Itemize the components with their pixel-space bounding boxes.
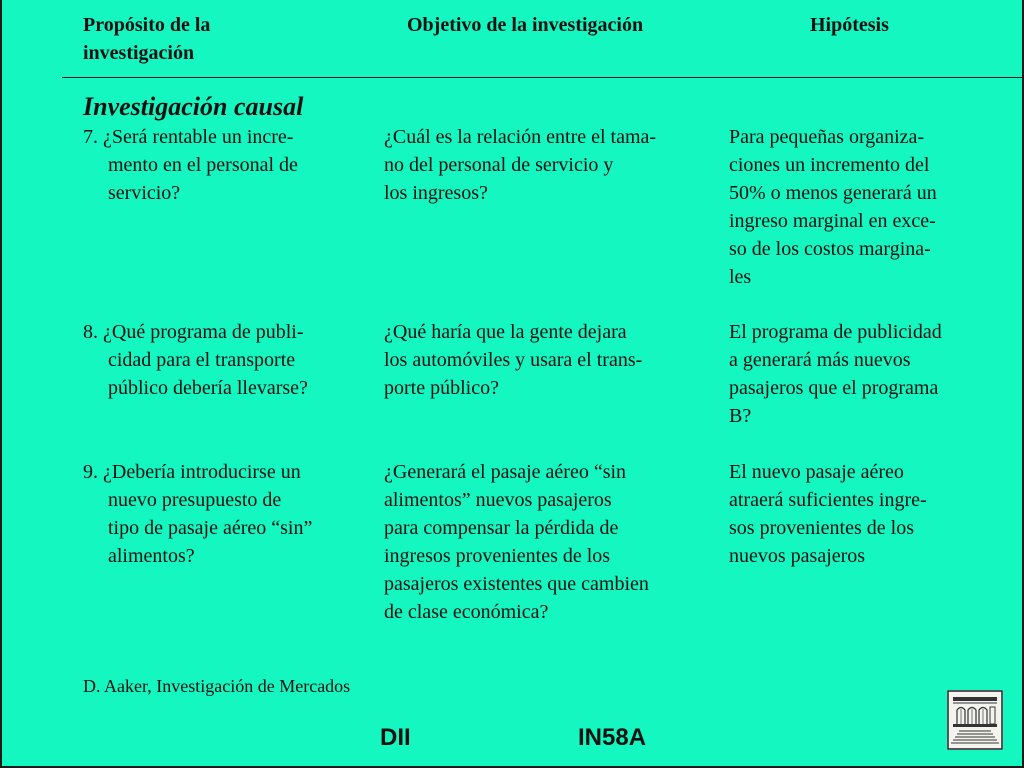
text-line: los ingresos? bbox=[384, 182, 488, 204]
text-line: cidad para el transporte bbox=[108, 349, 296, 371]
text-line: ¿Generará el pasaje aéreo “sin bbox=[384, 461, 627, 483]
text-line: ¿Cuál es la relación entre el tama- bbox=[384, 126, 657, 148]
header-divider bbox=[62, 77, 1024, 78]
row-9-objective bbox=[384, 458, 649, 626]
header-objective: Objetivo de la investigación bbox=[407, 14, 644, 36]
text-line: público debería llevarse? bbox=[108, 377, 308, 399]
text-line: de clase económica? bbox=[384, 601, 549, 623]
header-purpose-line: Propósito de la bbox=[83, 14, 211, 36]
row-9-purpose bbox=[83, 458, 312, 570]
row-7-objective bbox=[384, 123, 656, 207]
header-purpose-line: investigación bbox=[83, 42, 195, 64]
text-line: para compensar la pérdida de bbox=[384, 517, 619, 539]
footer-department: DII bbox=[380, 724, 411, 751]
source-citation: D. Aaker, Investigación de Mercados bbox=[83, 676, 351, 696]
row-7-purpose bbox=[83, 123, 298, 207]
text-line: mento en el personal de bbox=[108, 154, 298, 176]
text-line: alimentos? bbox=[108, 545, 195, 567]
text-line: 8. ¿Qué programa de publi- bbox=[83, 321, 304, 343]
text-line: a generará más nuevos bbox=[729, 349, 911, 371]
row-8-objective bbox=[384, 318, 642, 402]
building-logo-icon bbox=[947, 690, 1003, 750]
text-line: nuevo presupuesto de bbox=[108, 489, 282, 511]
text-line: les bbox=[729, 266, 752, 288]
text-line: tipo de pasaje aéreo “sin” bbox=[108, 517, 313, 539]
text-line: ingreso marginal en exce- bbox=[729, 210, 936, 232]
text-line: ingresos provenientes de los bbox=[384, 545, 611, 567]
text-line: los automóviles y usara el trans- bbox=[384, 349, 643, 371]
header-purpose bbox=[83, 11, 210, 67]
text-line: servicio? bbox=[108, 182, 181, 204]
text-line: 7. ¿Será rentable un incre- bbox=[83, 126, 294, 148]
text-line: 9. ¿Debería introducirse un bbox=[83, 461, 301, 483]
text-line: sos provenientes de los bbox=[729, 517, 914, 539]
row-8-purpose bbox=[83, 318, 308, 402]
header-hypothesis: Hipótesis bbox=[810, 14, 889, 36]
text-line: El nuevo pasaje aéreo bbox=[729, 461, 904, 483]
text-line: atraerá suficientes ingre- bbox=[729, 489, 927, 511]
text-line: ¿Qué haría que la gente dejara bbox=[384, 321, 627, 343]
text-line: Para pequeñas organiza- bbox=[729, 126, 925, 148]
section-title: Investigación causal bbox=[83, 92, 304, 121]
text-line: alimentos” nuevos pasajeros bbox=[384, 489, 612, 511]
text-line: El programa de publicidad bbox=[729, 321, 942, 343]
text-line: so de los costos margina- bbox=[729, 238, 931, 260]
text-line: nuevos pasajeros bbox=[729, 545, 866, 567]
text-line: pasajeros existentes que cambien bbox=[384, 573, 649, 595]
row-8-hypothesis bbox=[729, 318, 942, 430]
text-line: B? bbox=[729, 405, 752, 427]
row-9-hypothesis bbox=[729, 458, 927, 570]
text-line: 50% o menos generará un bbox=[729, 182, 937, 204]
text-line: pasajeros que el programa bbox=[729, 377, 939, 399]
text-line: no del personal de servicio y bbox=[384, 154, 614, 176]
footer-course-code: IN58A bbox=[578, 724, 647, 751]
row-7-hypothesis bbox=[729, 123, 937, 291]
text-line: porte público? bbox=[384, 377, 499, 399]
text-line: ciones un incremento del bbox=[729, 154, 930, 176]
